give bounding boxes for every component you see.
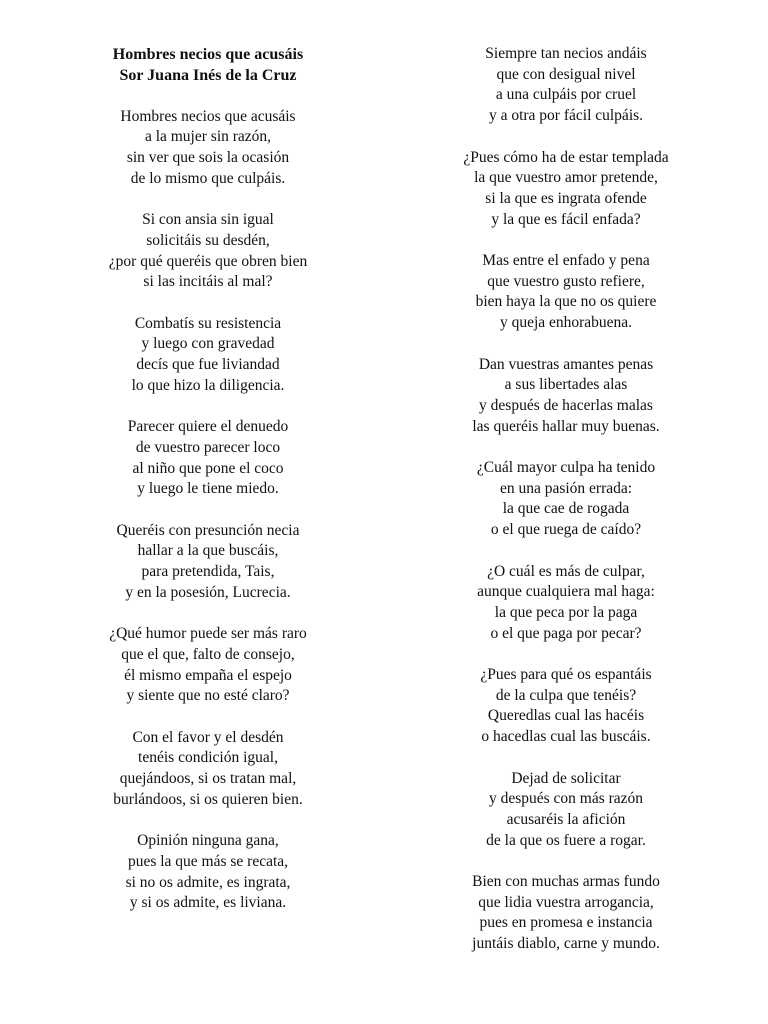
poem-author: Sor Juana Inés de la Cruz — [119, 67, 297, 84]
verse-line: a una culpáis por cruel — [495, 86, 637, 104]
verse-line: Parecer quiere el denuedo — [127, 418, 289, 436]
stanza — [408, 44, 724, 127]
stanza — [408, 562, 724, 645]
verse-line: Bien con muchas armas fundo — [472, 873, 660, 890]
verse-line: lo que hizo la diligencia. — [131, 376, 285, 394]
stanza — [408, 355, 724, 438]
left-column — [50, 44, 366, 914]
verse-line: si la que es ingrata ofende — [485, 189, 647, 207]
verse-line: y queja enhorabuena. — [499, 314, 633, 332]
stanza — [50, 107, 366, 190]
verse-line: a la mujer sin razón, — [144, 128, 272, 146]
verse-line: y luego con gravedad — [141, 335, 275, 353]
verse-line: bien haya la que no os quiere — [475, 293, 657, 311]
verse-line: y si os admite, es liviana. — [129, 894, 287, 912]
verse-line: de la que os fuere a rogar. — [486, 831, 646, 849]
verse-line: ¿Qué humor puede ser más raro — [109, 625, 307, 643]
verse-line: que lidia vuestra arrogancia, — [478, 893, 654, 911]
verse-line: Siempre tan necios andáis — [485, 45, 647, 62]
poem-header — [50, 44, 366, 86]
stanza — [50, 728, 366, 811]
verse-line: Con el favor y el desdén — [132, 728, 284, 746]
verse-line: la que vuestro amor pretende, — [474, 169, 658, 187]
verse-line: para pretendida, Tais, — [141, 563, 275, 581]
verse-line: burlándoos, si os quieren bien. — [113, 790, 303, 808]
stanza — [50, 314, 366, 397]
verse-line: las queréis hallar muy buenas. — [472, 417, 660, 435]
verse-line: aunque cualquiera mal haga: — [477, 583, 655, 601]
verse-line: de la culpa que tenéis? — [495, 686, 637, 704]
verse-line: a sus libertades alas — [504, 376, 628, 394]
stanza — [408, 872, 724, 955]
verse-line: Hombres necios que acusáis — [120, 107, 296, 125]
stanza — [408, 665, 724, 748]
verse-line: juntáis diablo, carne y mundo. — [472, 935, 660, 953]
stanza — [50, 521, 366, 604]
verse-line: ¿Pues cómo ha de estar templada — [463, 148, 669, 166]
verse-line: Combatís su resistencia — [134, 314, 282, 332]
verse-line: que con desigual nivel — [496, 65, 636, 83]
verse-line: o hacedlas cual las buscáis. — [481, 728, 651, 746]
verse-line: tenéis condición igual, — [138, 749, 278, 767]
verse-line: Dejad de solicitar — [511, 769, 621, 787]
verse-line: y en la posesión, Lucrecia. — [125, 583, 291, 601]
verse-line: Mas entre el enfado y pena — [482, 252, 650, 269]
verse-line: que vuestro gusto refiere, — [487, 272, 645, 290]
verse-line: y luego le tiene miedo. — [137, 480, 279, 498]
verse-line: o el que paga por pecar? — [490, 624, 642, 642]
verse-line: y a otra por fácil culpáis. — [488, 107, 644, 125]
stanza — [408, 458, 724, 541]
verse-line: de lo mismo que culpáis. — [130, 169, 286, 187]
verse-line: él mismo empaña el espejo — [124, 666, 292, 684]
stanza — [408, 148, 724, 231]
verse-line: pues la que más se recata, — [127, 852, 289, 870]
verse-line: decís que fue liviandad — [136, 356, 280, 374]
verse-line: Si con ansia sin igual — [142, 211, 274, 229]
verse-line: Opinión ninguna gana, — [137, 832, 279, 850]
verse-line: y siente que no esté claro? — [126, 687, 290, 705]
verse-line: en una pasión errada: — [499, 479, 633, 497]
verse-line: hallar a la que buscáis, — [137, 542, 279, 560]
verse-line: y la que es fácil enfada? — [491, 210, 641, 228]
verse-line: la que cae de rogada — [502, 500, 630, 518]
verse-line: si no os admite, es ingrata, — [125, 873, 291, 891]
verse-line: la que peca por la paga — [494, 603, 638, 621]
stanza — [408, 251, 724, 334]
verse-line: ¿Pues para qué os espantáis — [480, 666, 652, 683]
left-stanzas — [50, 107, 366, 914]
verse-line: ¿por qué queréis que obren bien — [108, 252, 308, 270]
verse-line: Dan vuestras amantes penas — [478, 355, 654, 373]
stanza — [50, 210, 366, 293]
verse-line: que el que, falto de consejo, — [121, 645, 295, 663]
right-stanzas — [408, 44, 724, 955]
verse-line: al niño que pone el coco — [132, 459, 284, 477]
verse-line: ¿Cuál mayor culpa ha tenido — [476, 459, 656, 476]
stanza — [50, 417, 366, 500]
verse-line: quejándoos, si os tratan mal, — [119, 770, 297, 788]
verse-line: solicitáis su desdén, — [146, 231, 270, 249]
verse-line: acusaréis la afición — [506, 810, 626, 828]
verse-line: y después de hacerlas malas — [479, 396, 653, 414]
stanza — [50, 831, 366, 914]
verse-line: de vuestro parecer loco — [135, 438, 281, 456]
right-column — [408, 44, 724, 955]
verse-line: Queredlas cual las hacéis — [487, 707, 645, 725]
stanza — [50, 624, 366, 707]
verse-line: si las incitáis al mal? — [143, 273, 273, 291]
verse-line: o el que ruega de caído? — [490, 521, 642, 539]
verse-line: sin ver que sois la ocasión — [126, 149, 290, 167]
verse-line: ¿O cuál es más de culpar, — [487, 562, 645, 580]
verse-line: y después con más razón — [488, 790, 644, 808]
verse-line: Queréis con presunción necia — [116, 521, 300, 539]
verse-line: pues en promesa e instancia — [479, 914, 653, 932]
stanza — [408, 769, 724, 852]
poem-title: Hombres necios que acusáis — [112, 46, 304, 63]
